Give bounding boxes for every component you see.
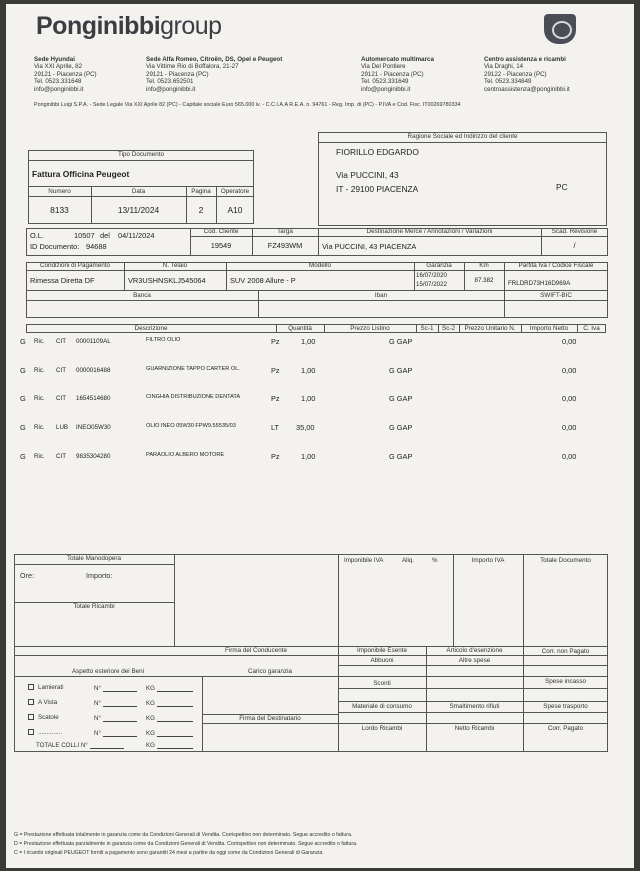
item-row: G Ric. CIT 9835304280 PARAOLIO ALBERO MOTORE Pz 1,00 G GAP 0,00 (20, 452, 577, 461)
office-automercato: Automercato multimarca Via Del Pontiere 29121 - Piacenza (PC) Tel. 0523.331649 info@ponginibbi.it (361, 56, 434, 93)
other-costs-label: Altre spese (458, 657, 491, 664)
percent-label: % (432, 557, 438, 564)
goods-row: A Vista (28, 699, 57, 706)
item-row: G Ric. CIT 00001109AL FILTRO OLIO Pz 1,00 G GAP 0,00 (20, 337, 577, 346)
subscriptions-label: Abbuoni (370, 657, 394, 664)
amount-label: Importo: (86, 571, 113, 580)
checkbox[interactable] (28, 684, 34, 690)
model: SUV 2008 Allure - P (230, 276, 296, 285)
client-code-label: Cod. Cliente (203, 228, 239, 235)
office-assistance: Centro assistenza e ricambi Via Draghi, 14 29122 - Piacenza (PC) Tel. 0523.334849 centroassistenza@ponginibbi.it (484, 56, 570, 93)
doc-page: 2 (198, 205, 204, 215)
ol-label: O.L. (30, 231, 44, 240)
doc-date: 13/11/2024 (117, 205, 160, 215)
goods-row: Lamierati (28, 684, 63, 691)
transport-costs-label: Spese trasporto (543, 703, 588, 710)
plate-label: Targa (277, 228, 293, 235)
destination: Via PUCCINI, 43 PIACENZA (322, 242, 417, 251)
doc-type-label: Tipo Documento (118, 151, 164, 158)
warranty-start: 16/07/2020 (416, 272, 447, 279)
ol-del: del (100, 231, 110, 240)
goods-n: N° (94, 715, 137, 722)
model-label: Modello (308, 262, 332, 269)
vat-label: Partita Iva / Codice Fiscale (518, 262, 594, 269)
peugeot-lion-icon (544, 14, 576, 44)
total-packages: TOTALE COLLI N° (36, 742, 124, 749)
taxable-label: Imponibile IVA (344, 557, 384, 564)
col-disc2: Sc-2 (442, 325, 455, 332)
vat-code: FRLDRD73H16D969A (508, 280, 571, 287)
col-net-price: Prezzo Unitario N. (464, 325, 516, 332)
goods-n: N° (94, 700, 137, 707)
doc-date-label: Data (131, 188, 146, 195)
goods-row: Scatole (28, 714, 59, 721)
unpaid-label: Corr. non Pagato (541, 648, 590, 655)
destination-label: Destinazione Merce / Annotazioni / Variazioni (366, 228, 493, 235)
waste-label: Smaltimento rifiuti (449, 703, 500, 710)
customer-name: FIORILLO EDGARDO (336, 147, 419, 157)
customer-header: Ragione Sociale ed Indirizzo del cliente (407, 133, 518, 140)
footnote: C = I ricambi originali PEUGEOT forniti a pagamento sono garantiti 24 mesi a partire da oggi come da Condizioni Generali di Garanzia. (14, 850, 324, 856)
payment-label: Condizioni di Pagamento (39, 262, 110, 269)
revision-value: / (573, 241, 576, 250)
office-hyundai: Sede Hyundai Via XXI Aprile, 82 29121 - Piacenza (PC) Tel. 0523.331648 info@ponginibbi.it (34, 56, 97, 93)
load-label: Carico garanzia (247, 668, 293, 675)
company-logo: Ponginibbigroup (36, 12, 222, 40)
footnote: D = Prestazione effettuata parzialmente in garanzia come da Condizioni Generali di Vendita. Corrispettivo non determinato. Segue accredito o fattura. (14, 841, 358, 847)
rate-label: Aliq. (402, 557, 415, 564)
exempt-label: Imponibile Esente (356, 647, 408, 654)
vat-amount-label: Importo IVA (471, 557, 505, 564)
warranty-label: Garanzia (426, 262, 452, 269)
km: 87.382 (474, 277, 494, 284)
goods-row: .............. (28, 729, 62, 736)
id-label: ID Documento: (30, 242, 80, 251)
goods-kg: KG (146, 700, 193, 707)
goods-label: Aspetto esteriore dei Beni (71, 668, 145, 675)
doc-page-label: Pagina (191, 188, 211, 195)
footnote: G = Prestazione effettuata totalmente in garanzia come da Condizioni Generali di Vendita. Corrispettivo non determinato. Segue accredito o fattura. (14, 832, 353, 838)
driver-sign-label: Firma del Conducente (225, 647, 287, 654)
customer-province: PC (556, 182, 568, 192)
hours-label: Ore: (20, 571, 34, 580)
doc-operator: A10 (227, 205, 243, 215)
collection-costs-label: Spese incasso (545, 678, 586, 685)
total-kg: KG (146, 742, 193, 749)
warranty-end: 15/07/2022 (416, 281, 447, 288)
col-description: Descrizione (134, 325, 168, 332)
plate: FZ493WM (267, 241, 303, 250)
discounts-label: Sconti (373, 680, 391, 687)
gross-parts-label: Lordo Ricambi (361, 725, 403, 732)
goods-n: N° (94, 730, 137, 737)
ol-number: 10507 (74, 231, 95, 240)
consumables-label: Materiale di consumo (352, 703, 412, 710)
invoice-page (6, 4, 634, 868)
bank-label: Banca (133, 292, 151, 299)
col-list-price: Prezzo Listino (350, 325, 390, 332)
id-value: 94688 (86, 242, 107, 251)
net-parts-label: Netto Ricambi (454, 725, 495, 732)
customer-street: Via PUCCINI, 43 (336, 170, 399, 180)
item-row: G Ric. CIT 0000016488 GUARNIZIONE TAPPO CARTER OL. Pz 1,00 G GAP 0,00 (20, 366, 577, 375)
paid-label: Corr. Pagato (547, 725, 584, 732)
col-disc1: Sc-1 (420, 325, 434, 332)
legal-info: Ponginibbi Luigi S.P.A. - Sede Legale Via XXI Aprile 82 (PC) - Capitale sociale Euro 565.000 iv. - C.C.I.A.A R.E.A. n. 94761 - Reg. Imp. di (PC) - P.IVA e Cod. Fisc. IT00269780334 (34, 102, 461, 108)
chassis-label: N. Telaio (162, 262, 188, 269)
col-net-amount: Importo Netto (529, 325, 569, 332)
doc-operator-label: Operatore (220, 188, 250, 195)
total-doc-label: Totale Documento (540, 557, 591, 564)
goods-n: N° (94, 685, 137, 692)
chassis: VR3USHNSKLJ545064 (128, 276, 206, 285)
office-peugeot: Sede Alfa Romeo, Citroën, DS, Opel e Peugeot Via Vittime Rio di Boffalora, 21-27 29121 - Piacenza (PC) Tel. 0523.652501 info@ponginibbi.it (146, 56, 283, 93)
exempt-article-label: Articolo d'esenzione (446, 647, 503, 654)
revision-label: Scad. Revisione (551, 228, 598, 235)
iban-label: Iban (374, 292, 388, 299)
payment: Rimessa Diretta DF (30, 276, 95, 285)
checkbox[interactable] (28, 714, 34, 720)
ol-date: 04/11/2024 (118, 231, 155, 240)
col-vat: C. Iva (583, 325, 600, 332)
checkbox[interactable] (28, 729, 34, 735)
goods-kg: KG (146, 730, 193, 737)
km-label: Km (479, 262, 489, 269)
doc-number-label: Numero (48, 188, 71, 195)
item-row: G Ric. LUB INEO05W30 OLIO INEO 05W30 FPW9.55535/03 LT 35,00 G GAP 0,00 (20, 423, 577, 432)
doc-number: 8133 (50, 205, 69, 215)
client-code: 19549 (210, 241, 232, 250)
checkbox[interactable] (28, 699, 34, 705)
swift-label: SWIFT-BIC (540, 292, 572, 299)
col-qty: Quantità (288, 325, 312, 332)
goods-kg: KG (146, 715, 193, 722)
recipient-sign-label: Firma del Destinatario (239, 715, 301, 722)
labour-label: Totale Manodopera (67, 555, 121, 562)
customer-city: IT - 29100 PIACENZA (336, 184, 419, 194)
doc-type: Fattura Officina Peugeot (32, 169, 130, 179)
goods-kg: KG (146, 685, 193, 692)
parts-label: Totale Ricambi (73, 603, 115, 610)
item-row: G Ric. CIT 1654514680 CINGHIA DISTRIBUZIONE DENTATA Pz 1,00 G GAP 0,00 (20, 394, 577, 403)
